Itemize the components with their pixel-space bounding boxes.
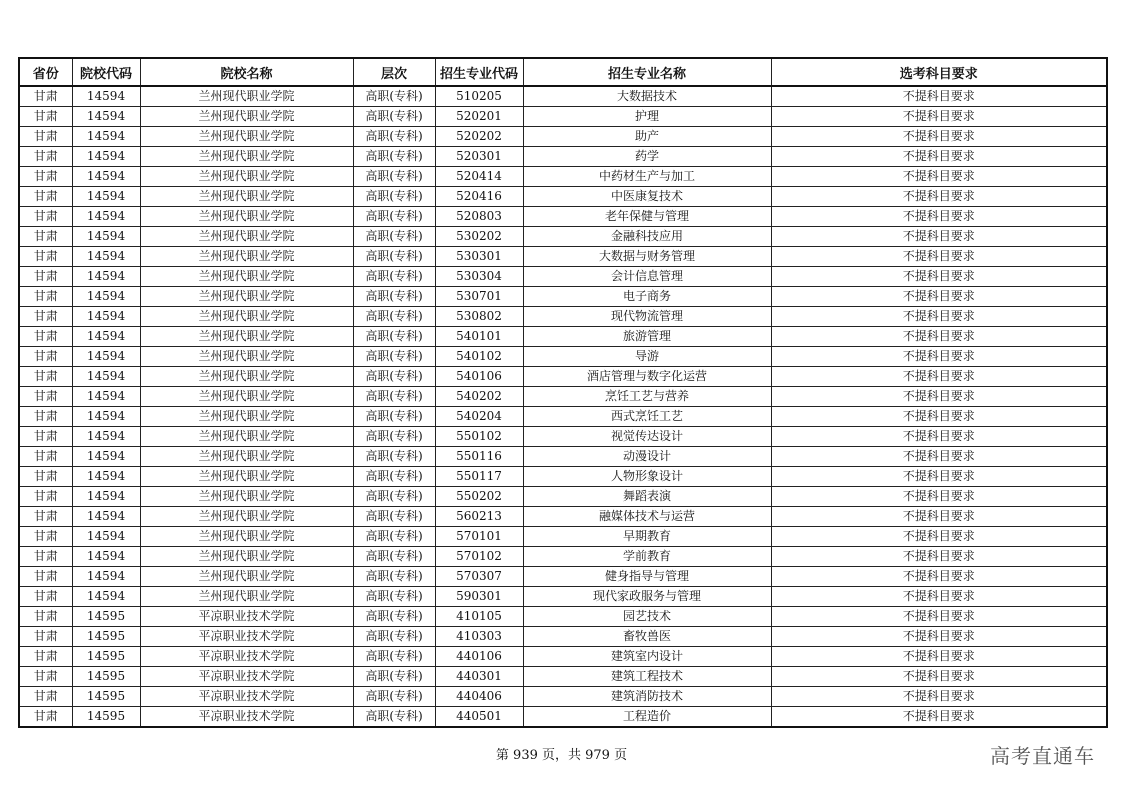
cell-school-name: 平凉职业技术学院: [140, 687, 353, 707]
cell-school-code: 14594: [72, 427, 140, 447]
cell-level: 高职(专科): [353, 147, 435, 167]
table-row: [19, 387, 1107, 407]
cell-school-code: 14594: [72, 527, 140, 547]
cell-major-code: 570102: [435, 547, 523, 567]
cell-province: 甘肃: [19, 247, 72, 267]
cell-school-name: 兰州现代职业学院: [140, 427, 353, 447]
cell-subject-requirement: 不提科目要求: [771, 527, 1107, 547]
cell-school-code: 14594: [72, 587, 140, 607]
cell-province: 甘肃: [19, 167, 72, 187]
cell-major-name: 现代家政服务与管理: [523, 587, 771, 607]
cell-subject-requirement: 不提科目要求: [771, 86, 1107, 107]
table-row: [19, 547, 1107, 567]
cell-subject-requirement: 不提科目要求: [771, 607, 1107, 627]
cell-school-code: 14595: [72, 687, 140, 707]
cell-major-name: 会计信息管理: [523, 267, 771, 287]
cell-school-code: 14594: [72, 187, 140, 207]
cell-level: 高职(专科): [353, 247, 435, 267]
cell-school-name: 兰州现代职业学院: [140, 267, 353, 287]
cell-level: 高职(专科): [353, 407, 435, 427]
cell-level: 高职(专科): [353, 587, 435, 607]
cell-school-name: 兰州现代职业学院: [140, 107, 353, 127]
cell-school-code: 14594: [72, 167, 140, 187]
cell-school-code: 14595: [72, 607, 140, 627]
cell-subject-requirement: 不提科目要求: [771, 507, 1107, 527]
table-row: [19, 627, 1107, 647]
cell-level: 高职(专科): [353, 507, 435, 527]
header-row: [19, 58, 1107, 86]
cell-subject-requirement: 不提科目要求: [771, 427, 1107, 447]
cell-school-code: 14594: [72, 86, 140, 107]
cell-school-name: 兰州现代职业学院: [140, 567, 353, 587]
cell-level: 高职(专科): [353, 347, 435, 367]
cell-major-code: 540106: [435, 367, 523, 387]
cell-school-name: 兰州现代职业学院: [140, 167, 353, 187]
cell-level: 高职(专科): [353, 327, 435, 347]
cell-level: 高职(专科): [353, 647, 435, 667]
cell-school-name: 兰州现代职业学院: [140, 367, 353, 387]
cell-major-code: 550117: [435, 467, 523, 487]
cell-province: 甘肃: [19, 447, 72, 467]
cell-school-name: 兰州现代职业学院: [140, 227, 353, 247]
cell-level: 高职(专科): [353, 627, 435, 647]
cell-subject-requirement: 不提科目要求: [771, 647, 1107, 667]
cell-level: 高职(专科): [353, 387, 435, 407]
cell-school-code: 14594: [72, 107, 140, 127]
cell-school-name: 兰州现代职业学院: [140, 547, 353, 567]
table-row: [19, 667, 1107, 687]
cell-major-code: 520416: [435, 187, 523, 207]
table-row: [19, 447, 1107, 467]
cell-province: 甘肃: [19, 147, 72, 167]
cell-province: 甘肃: [19, 267, 72, 287]
cell-major-name: 建筑室内设计: [523, 647, 771, 667]
cell-major-code: 440106: [435, 647, 523, 667]
table-row: [19, 407, 1107, 427]
cell-school-code: 14594: [72, 287, 140, 307]
cell-major-name: 护理: [523, 107, 771, 127]
cell-major-code: 540101: [435, 327, 523, 347]
table-row: [19, 427, 1107, 447]
cell-school-code: 14594: [72, 467, 140, 487]
table-row: [19, 107, 1107, 127]
cell-subject-requirement: 不提科目要求: [771, 587, 1107, 607]
cell-province: 甘肃: [19, 667, 72, 687]
cell-school-code: 14594: [72, 147, 140, 167]
header-school-code: 院校代码: [72, 58, 140, 86]
table-row: [19, 347, 1107, 367]
cell-school-name: 兰州现代职业学院: [140, 487, 353, 507]
cell-province: 甘肃: [19, 187, 72, 207]
cell-province: 甘肃: [19, 287, 72, 307]
cell-province: 甘肃: [19, 647, 72, 667]
header-subject-requirement: 选考科目要求: [771, 58, 1107, 86]
cell-major-name: 电子商务: [523, 287, 771, 307]
cell-school-code: 14594: [72, 327, 140, 347]
cell-subject-requirement: 不提科目要求: [771, 327, 1107, 347]
cell-level: 高职(专科): [353, 307, 435, 327]
cell-level: 高职(专科): [353, 567, 435, 587]
cell-province: 甘肃: [19, 367, 72, 387]
cell-school-name: 兰州现代职业学院: [140, 347, 353, 367]
table-row: [19, 567, 1107, 587]
header-school-name: 院校名称: [140, 58, 353, 86]
cell-subject-requirement: 不提科目要求: [771, 187, 1107, 207]
cell-province: 甘肃: [19, 527, 72, 547]
cell-level: 高职(专科): [353, 707, 435, 728]
cell-province: 甘肃: [19, 627, 72, 647]
cell-major-name: 老年保健与管理: [523, 207, 771, 227]
cell-province: 甘肃: [19, 127, 72, 147]
cell-subject-requirement: 不提科目要求: [771, 407, 1107, 427]
cell-major-code: 530802: [435, 307, 523, 327]
cell-major-name: 建筑工程技术: [523, 667, 771, 687]
cell-level: 高职(专科): [353, 207, 435, 227]
cell-level: 高职(专科): [353, 427, 435, 447]
cell-school-code: 14594: [72, 407, 140, 427]
cell-school-name: 兰州现代职业学院: [140, 467, 353, 487]
cell-subject-requirement: 不提科目要求: [771, 247, 1107, 267]
cell-major-name: 学前教育: [523, 547, 771, 567]
cell-major-code: 520202: [435, 127, 523, 147]
cell-subject-requirement: 不提科目要求: [771, 667, 1107, 687]
cell-school-name: 平凉职业技术学院: [140, 647, 353, 667]
cell-major-name: 园艺技术: [523, 607, 771, 627]
cell-major-name: 人物形象设计: [523, 467, 771, 487]
cell-province: 甘肃: [19, 607, 72, 627]
cell-major-code: 570101: [435, 527, 523, 547]
cell-major-code: 410303: [435, 627, 523, 647]
cell-major-name: 健身指导与管理: [523, 567, 771, 587]
cell-level: 高职(专科): [353, 167, 435, 187]
cell-school-code: 14594: [72, 367, 140, 387]
cell-subject-requirement: 不提科目要求: [771, 267, 1107, 287]
cell-province: 甘肃: [19, 547, 72, 567]
cell-level: 高职(专科): [353, 86, 435, 107]
cell-major-name: 金融科技应用: [523, 227, 771, 247]
cell-major-code: 520301: [435, 147, 523, 167]
cell-major-code: 550202: [435, 487, 523, 507]
cell-subject-requirement: 不提科目要求: [771, 287, 1107, 307]
table-row: [19, 607, 1107, 627]
table-row: [19, 147, 1107, 167]
cell-major-code: 440406: [435, 687, 523, 707]
table-row: [19, 467, 1107, 487]
cell-level: 高职(专科): [353, 227, 435, 247]
cell-major-name: 烹饪工艺与营养: [523, 387, 771, 407]
table-row: [19, 86, 1107, 107]
cell-major-code: 590301: [435, 587, 523, 607]
cell-major-name: 助产: [523, 127, 771, 147]
cell-level: 高职(专科): [353, 447, 435, 467]
cell-major-name: 西式烹饪工艺: [523, 407, 771, 427]
table-header: [19, 58, 1107, 86]
cell-subject-requirement: 不提科目要求: [771, 687, 1107, 707]
cell-school-code: 14595: [72, 647, 140, 667]
cell-province: 甘肃: [19, 107, 72, 127]
cell-major-name: 导游: [523, 347, 771, 367]
cell-subject-requirement: 不提科目要求: [771, 107, 1107, 127]
cell-subject-requirement: 不提科目要求: [771, 567, 1107, 587]
table-row: [19, 487, 1107, 507]
cell-major-code: 530304: [435, 267, 523, 287]
cell-subject-requirement: 不提科目要求: [771, 167, 1107, 187]
cell-school-name: 兰州现代职业学院: [140, 387, 353, 407]
cell-level: 高职(专科): [353, 607, 435, 627]
cell-school-name: 兰州现代职业学院: [140, 507, 353, 527]
cell-major-code: 550116: [435, 447, 523, 467]
cell-major-code: 510205: [435, 86, 523, 107]
cell-school-code: 14594: [72, 247, 140, 267]
cell-major-name: 中医康复技术: [523, 187, 771, 207]
cell-subject-requirement: 不提科目要求: [771, 387, 1107, 407]
header-major-name: 招生专业名称: [523, 58, 771, 86]
cell-school-code: 14595: [72, 707, 140, 728]
cell-province: 甘肃: [19, 347, 72, 367]
cell-school-code: 14594: [72, 387, 140, 407]
cell-subject-requirement: 不提科目要求: [771, 207, 1107, 227]
cell-level: 高职(专科): [353, 527, 435, 547]
cell-major-name: 早期教育: [523, 527, 771, 547]
cell-province: 甘肃: [19, 567, 72, 587]
table-row: [19, 227, 1107, 247]
cell-major-name: 大数据与财务管理: [523, 247, 771, 267]
cell-major-code: 520201: [435, 107, 523, 127]
cell-major-name: 舞蹈表演: [523, 487, 771, 507]
cell-province: 甘肃: [19, 587, 72, 607]
cell-school-code: 14594: [72, 347, 140, 367]
cell-subject-requirement: 不提科目要求: [771, 707, 1107, 728]
cell-school-name: 平凉职业技术学院: [140, 607, 353, 627]
cell-subject-requirement: 不提科目要求: [771, 627, 1107, 647]
cell-subject-requirement: 不提科目要求: [771, 487, 1107, 507]
cell-level: 高职(专科): [353, 267, 435, 287]
cell-province: 甘肃: [19, 707, 72, 728]
table-row: [19, 167, 1107, 187]
cell-province: 甘肃: [19, 427, 72, 447]
cell-school-name: 兰州现代职业学院: [140, 447, 353, 467]
cell-school-name: 兰州现代职业学院: [140, 86, 353, 107]
cell-major-name: 工程造价: [523, 707, 771, 728]
cell-major-name: 建筑消防技术: [523, 687, 771, 707]
table-row: [19, 307, 1107, 327]
cell-school-name: 兰州现代职业学院: [140, 407, 353, 427]
cell-subject-requirement: 不提科目要求: [771, 227, 1107, 247]
header-province: 省份: [19, 58, 72, 86]
table-row: [19, 367, 1107, 387]
cell-major-name: 旅游管理: [523, 327, 771, 347]
cell-major-code: 530701: [435, 287, 523, 307]
cell-level: 高职(专科): [353, 547, 435, 567]
cell-school-name: 兰州现代职业学院: [140, 187, 353, 207]
cell-major-code: 570307: [435, 567, 523, 587]
cell-subject-requirement: 不提科目要求: [771, 147, 1107, 167]
page-number: 第 939 页，共 979 页: [495, 748, 628, 763]
cell-major-code: 530301: [435, 247, 523, 267]
cell-school-name: 兰州现代职业学院: [140, 587, 353, 607]
cell-major-name: 酒店管理与数字化运营: [523, 367, 771, 387]
cell-major-name: 中药材生产与加工: [523, 167, 771, 187]
cell-level: 高职(专科): [353, 127, 435, 147]
cell-major-name: 现代物流管理: [523, 307, 771, 327]
table-row: [19, 587, 1107, 607]
cell-school-name: 兰州现代职业学院: [140, 287, 353, 307]
cell-subject-requirement: 不提科目要求: [771, 127, 1107, 147]
cell-school-code: 14594: [72, 447, 140, 467]
cell-subject-requirement: 不提科目要求: [771, 447, 1107, 467]
cell-major-code: 520414: [435, 167, 523, 187]
cell-major-code: 530202: [435, 227, 523, 247]
cell-school-name: 兰州现代职业学院: [140, 127, 353, 147]
cell-level: 高职(专科): [353, 687, 435, 707]
cell-level: 高职(专科): [353, 667, 435, 687]
cell-school-code: 14594: [72, 487, 140, 507]
cell-major-name: 动漫设计: [523, 447, 771, 467]
cell-major-code: 520803: [435, 207, 523, 227]
cell-subject-requirement: 不提科目要求: [771, 347, 1107, 367]
cell-school-name: 平凉职业技术学院: [140, 667, 353, 687]
cell-major-code: 540204: [435, 407, 523, 427]
cell-school-name: 平凉职业技术学院: [140, 627, 353, 647]
admission-table: [18, 57, 1108, 728]
watermark-logo: 高考直通车: [990, 744, 1095, 768]
table-row: [19, 707, 1107, 728]
cell-level: 高职(专科): [353, 487, 435, 507]
cell-major-code: 540202: [435, 387, 523, 407]
table-row: [19, 127, 1107, 147]
table-row: [19, 527, 1107, 547]
cell-major-code: 440301: [435, 667, 523, 687]
cell-school-name: 兰州现代职业学院: [140, 247, 353, 267]
cell-level: 高职(专科): [353, 107, 435, 127]
cell-school-code: 14594: [72, 307, 140, 327]
cell-province: 甘肃: [19, 407, 72, 427]
cell-province: 甘肃: [19, 86, 72, 107]
cell-subject-requirement: 不提科目要求: [771, 467, 1107, 487]
cell-school-name: 兰州现代职业学院: [140, 207, 353, 227]
cell-major-name: 畜牧兽医: [523, 627, 771, 647]
cell-school-code: 14595: [72, 627, 140, 647]
table-row: [19, 687, 1107, 707]
cell-province: 甘肃: [19, 687, 72, 707]
cell-level: 高职(专科): [353, 187, 435, 207]
cell-major-code: 540102: [435, 347, 523, 367]
cell-school-name: 平凉职业技术学院: [140, 707, 353, 728]
cell-subject-requirement: 不提科目要求: [771, 547, 1107, 567]
table-row: [19, 207, 1107, 227]
cell-school-name: 兰州现代职业学院: [140, 147, 353, 167]
table-row: [19, 247, 1107, 267]
cell-school-name: 兰州现代职业学院: [140, 527, 353, 547]
cell-school-code: 14594: [72, 567, 140, 587]
cell-level: 高职(专科): [353, 367, 435, 387]
table-row: [19, 647, 1107, 667]
cell-school-name: 兰州现代职业学院: [140, 327, 353, 347]
table-row: [19, 327, 1107, 347]
cell-major-code: 560213: [435, 507, 523, 527]
cell-major-code: 440501: [435, 707, 523, 728]
cell-province: 甘肃: [19, 207, 72, 227]
admission-table-container: [18, 57, 1106, 728]
cell-province: 甘肃: [19, 307, 72, 327]
cell-province: 甘肃: [19, 487, 72, 507]
header-major-code: 招生专业代码: [435, 58, 523, 86]
cell-school-code: 14594: [72, 547, 140, 567]
cell-school-code: 14594: [72, 267, 140, 287]
table-row: [19, 507, 1107, 527]
cell-major-name: 药学: [523, 147, 771, 167]
cell-province: 甘肃: [19, 507, 72, 527]
cell-major-code: 550102: [435, 427, 523, 447]
table-row: [19, 187, 1107, 207]
cell-school-code: 14594: [72, 227, 140, 247]
cell-school-code: 14594: [72, 507, 140, 527]
cell-school-code: 14594: [72, 207, 140, 227]
cell-subject-requirement: 不提科目要求: [771, 367, 1107, 387]
cell-province: 甘肃: [19, 327, 72, 347]
header-level: 层次: [353, 58, 435, 86]
cell-school-code: 14594: [72, 127, 140, 147]
cell-major-code: 410105: [435, 607, 523, 627]
cell-major-name: 视觉传达设计: [523, 427, 771, 447]
cell-subject-requirement: 不提科目要求: [771, 307, 1107, 327]
cell-province: 甘肃: [19, 467, 72, 487]
cell-school-name: 兰州现代职业学院: [140, 307, 353, 327]
cell-major-name: 大数据技术: [523, 86, 771, 107]
cell-level: 高职(专科): [353, 467, 435, 487]
cell-level: 高职(专科): [353, 287, 435, 307]
cell-major-name: 融媒体技术与运营: [523, 507, 771, 527]
table-row: [19, 267, 1107, 287]
cell-province: 甘肃: [19, 387, 72, 407]
table-body: [19, 86, 1107, 727]
cell-province: 甘肃: [19, 227, 72, 247]
cell-school-code: 14595: [72, 667, 140, 687]
table-row: [19, 287, 1107, 307]
